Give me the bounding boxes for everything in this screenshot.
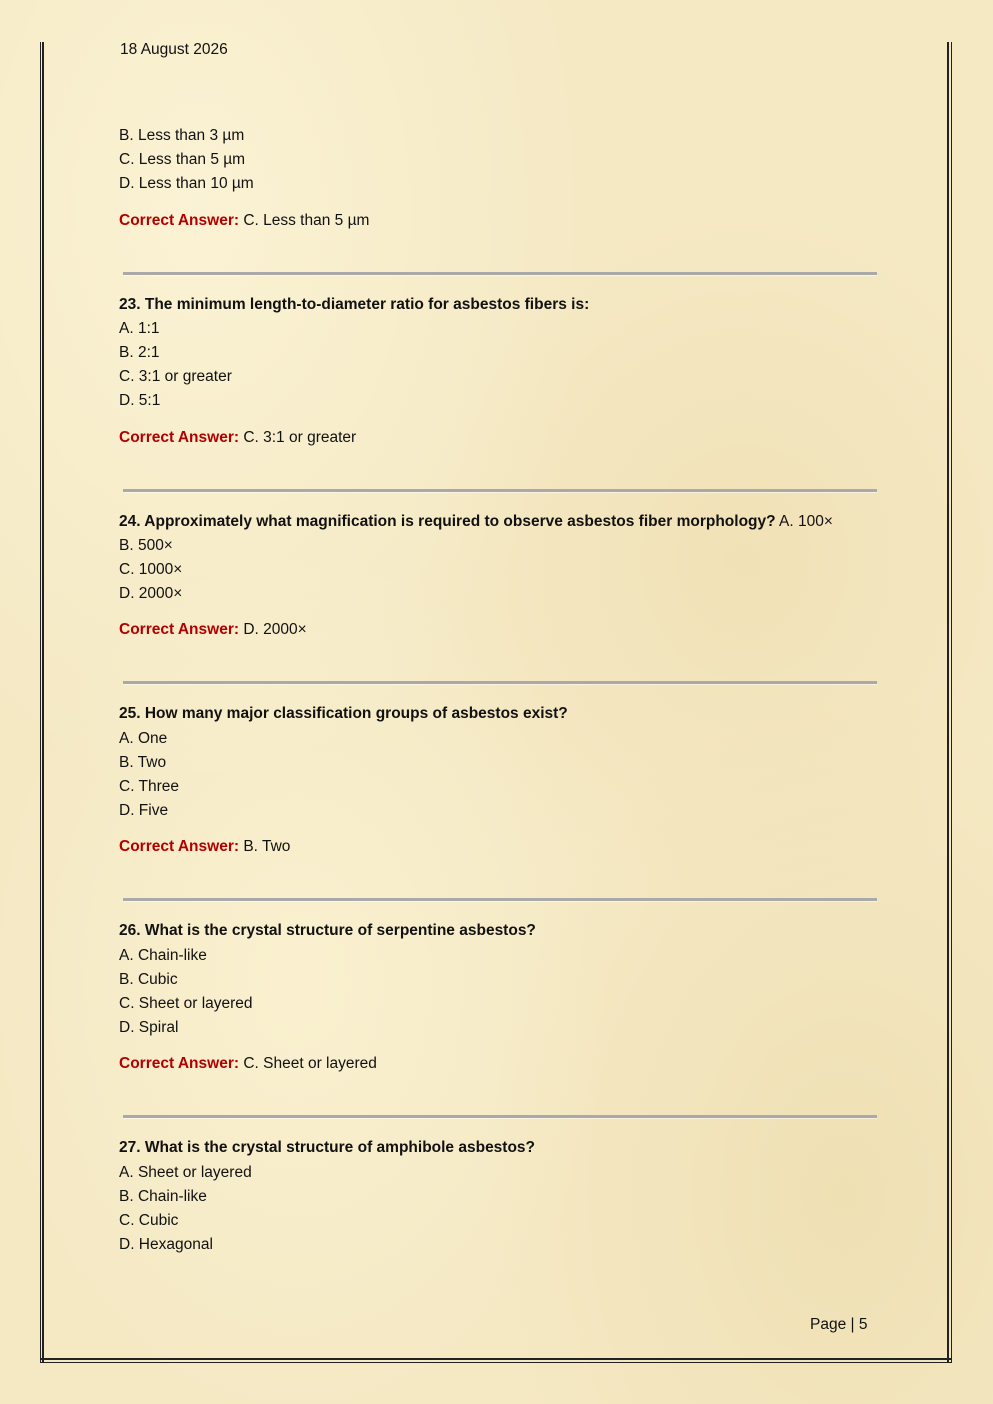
correct-answer-value: B. Two	[243, 838, 291, 856]
option: C. 1000×	[119, 561, 183, 579]
correct-answer	[119, 1052, 879, 1076]
divider	[123, 898, 877, 901]
page-border-left	[40, 42, 44, 1362]
correct-answer	[119, 209, 879, 233]
option: C. Three	[119, 778, 180, 796]
option: A. Sheet or layered	[119, 1163, 252, 1181]
option: D. 5:1	[119, 392, 161, 410]
option: D. Spiral	[119, 1019, 179, 1037]
correct-answer-label: Correct Answer:	[119, 621, 240, 639]
page-number: Page | 5	[810, 1316, 868, 1333]
option: B. Cubic	[119, 970, 178, 988]
divider	[123, 1115, 877, 1118]
divider	[123, 272, 877, 275]
correct-answer-label: Correct Answer:	[119, 211, 240, 229]
divider	[123, 489, 877, 492]
question-text: 24. Approximately what magnification is required to observe asbestos fiber morphology? A. 100×	[119, 512, 833, 530]
question-text: 23. The minimum length-to-diameter ratio for asbestos fibers is:	[119, 295, 590, 313]
page-border-right	[947, 42, 952, 1362]
correct-answer	[119, 426, 879, 450]
option: D. 2000×	[119, 585, 183, 603]
correct-answer-label: Correct Answer:	[119, 1055, 240, 1073]
option: A. One	[119, 729, 168, 747]
divider	[123, 681, 877, 684]
correct-answer-value: C. Less than 5 µm	[243, 211, 370, 229]
header-date: 18 August 2026	[120, 41, 228, 58]
option: A. 1:1	[119, 319, 160, 337]
question-text: 26. What is the crystal structure of serpentine asbestos?	[119, 922, 536, 940]
option: B. Less than 3 µm	[119, 127, 245, 144]
option: B. Two	[119, 753, 167, 771]
question-text: 27. What is the crystal structure of amphibole asbestos?	[119, 1139, 536, 1157]
correct-answer-value: C. Sheet or layered	[243, 1055, 377, 1073]
question-block	[119, 702, 879, 859]
option: D. Less than 10 µm	[119, 175, 254, 193]
correct-answer	[119, 618, 879, 642]
question-block	[119, 293, 879, 450]
correct-answer-label: Correct Answer:	[119, 838, 240, 856]
option: C. Cubic	[119, 1212, 179, 1230]
carryover-block	[119, 124, 879, 233]
option: D. Five	[119, 802, 169, 820]
option: C. Sheet or layered	[119, 995, 253, 1013]
option: A. Chain-like	[119, 946, 207, 964]
option: B. 500×	[119, 536, 173, 554]
correct-answer	[119, 835, 879, 859]
quiz-content	[119, 124, 879, 1257]
question-text: 25. How many major classification groups of asbestos exist?	[119, 705, 568, 723]
correct-answer-label: Correct Answer:	[119, 428, 240, 446]
option: C. Less than 5 µm	[119, 151, 246, 169]
correct-answer-value: C. 3:1 or greater	[243, 428, 357, 446]
option: B. 2:1	[119, 344, 160, 362]
option: B. Chain-like	[119, 1187, 207, 1205]
question-block	[119, 1136, 879, 1257]
option: C. 3:1 or greater	[119, 368, 232, 386]
page-border-bottom	[40, 1358, 952, 1363]
correct-answer-value: D. 2000×	[243, 621, 307, 639]
question-block	[119, 919, 879, 1076]
question-block	[119, 510, 879, 643]
option: D. Hexagonal	[119, 1236, 213, 1254]
